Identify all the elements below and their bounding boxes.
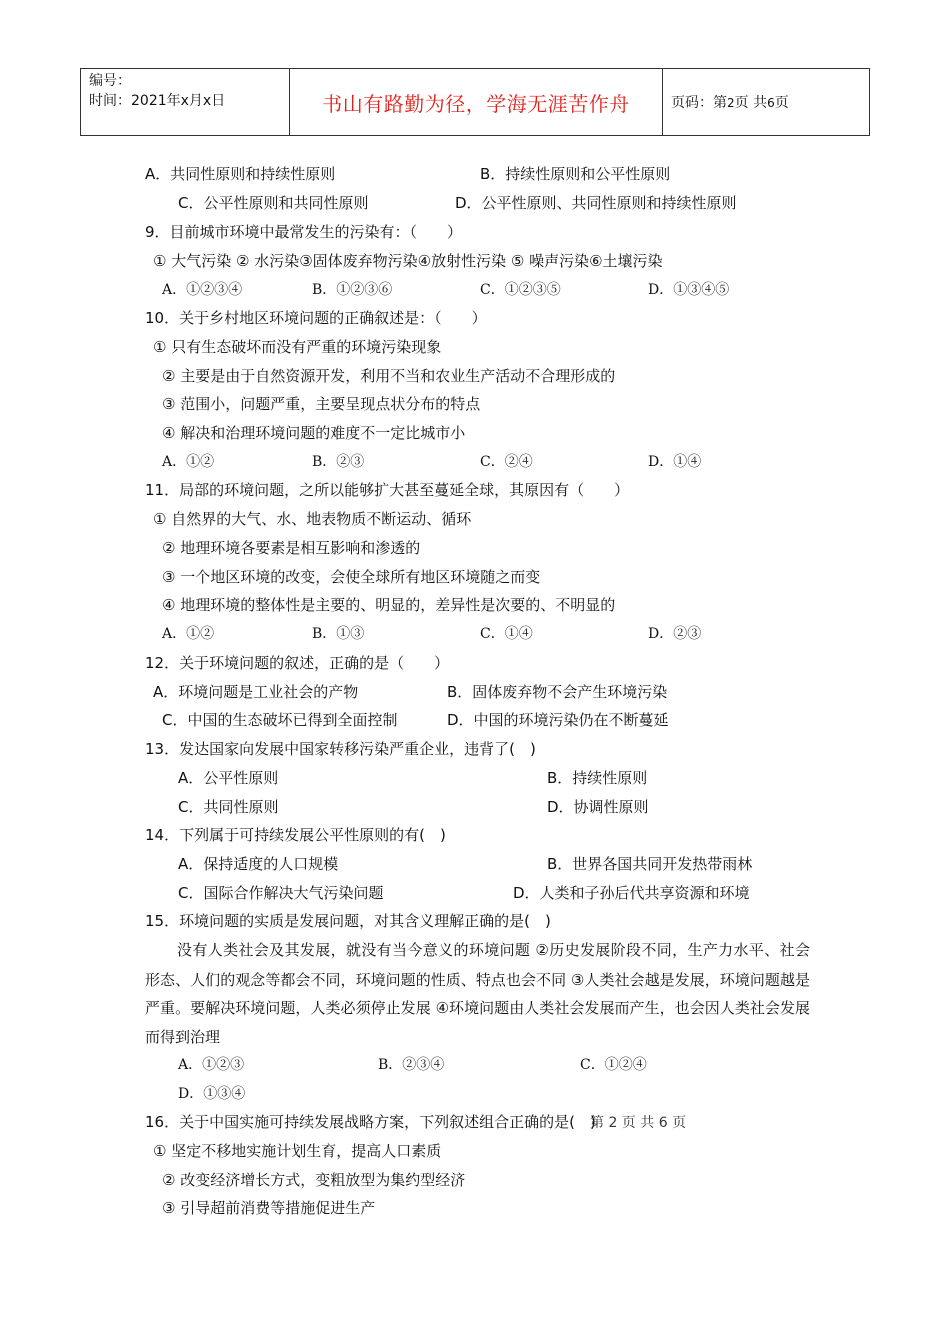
q12-option-c: C．中国的生态破坏已得到全面控制 xyxy=(162,711,398,729)
q14-stem: 14．下列属于可持续发展公平性原则的有( ) xyxy=(145,826,446,844)
page-current: 2 xyxy=(727,96,735,110)
q10-item-2: ② 主要是由于自然资源开发，利用不当和农业生产活动不合理形成的 xyxy=(162,367,616,385)
q13-option-a: A．公平性原则 xyxy=(178,769,279,787)
q9-items: ① 大气污染 ② 水污染③固体废弃物污染④放射性污染 ⑤ 噪声污染⑥土壤污染 xyxy=(153,252,663,270)
page-total: 6 xyxy=(767,96,775,110)
q11-option-a: A．①② xyxy=(162,626,215,642)
q11-item-1: ① 自然界的大气、水、地表物质不断运动、循环 xyxy=(153,510,472,528)
q14-option-d: D．人类和子孙后代共享资源和环境 xyxy=(513,884,750,902)
q11-option-d: D．②③ xyxy=(648,626,702,642)
q11-stem: 11．局部的环境问题，之所以能够扩大甚至蔓延全球，其原因有（ ） xyxy=(145,481,630,499)
q10-option-c: C．②④ xyxy=(480,454,533,470)
q16-item-1: ① 坚定不移地实施计划生育，提高人口素质 xyxy=(153,1142,442,1160)
number-label: 编号： xyxy=(89,73,131,89)
q9-option-d: D．①③④⑤ xyxy=(648,282,730,298)
q13-option-d: D．协调性原则 xyxy=(547,798,649,816)
q15-stem: 15．环境问题的实质是发展问题，对其含义理解正确的是( ) xyxy=(145,912,551,930)
motto-cell xyxy=(290,69,663,136)
q15-paragraph-text: 没有人类社会及其发展，就没有当今意义的环境问题 ②历史发展阶段不同，生产力水平、社会形态、人们的观念等都会不同，环境问题的性质、特点也会不同 ③人类社会越是发展，环境问题越是严重。要解决环境问题，人类必须停止发展 ④环境问题由人类社会发展而产生，也会因人类社会发展而得到治理 xyxy=(145,941,810,1046)
header-table xyxy=(80,68,870,136)
q13-stem: 13．发达国家向发展中国家转移污染严重企业，违背了( ) xyxy=(145,740,536,758)
q12-option-a: A．环境问题是工业社会的产物 xyxy=(153,683,359,701)
q10-item-3: ③ 范围小，问题严重，主要呈现点状分布的特点 xyxy=(162,395,481,413)
q11-item-3: ③ 一个地区环境的改变，会使全球所有地区环境随之而变 xyxy=(162,568,541,586)
q15-option-d: D．①③④ xyxy=(178,1086,246,1102)
q13-option-b: B．持续性原则 xyxy=(547,769,648,787)
q12-stem: 12．关于环境问题的叙述，正确的是（ ） xyxy=(145,654,450,672)
q15-paragraph xyxy=(145,936,810,1051)
q11-item-4: ④ 地理环境的整体性是主要的、明显的，差异性是次要的、不明显的 xyxy=(162,596,616,614)
q10-stem: 10．关于乡村地区环境问题的正确叙述是：（ ） xyxy=(145,309,487,327)
q11-option-b: B．①③ xyxy=(312,626,365,642)
q8-option-b: B．持续性原则和公平性原则 xyxy=(480,165,671,183)
q8-option-d: D．公平性原则、共同性原则和持续性原则 xyxy=(455,194,737,212)
q12-option-b: B．固体废弃物不会产生环境污染 xyxy=(447,683,668,701)
motto-text: 书山有路勤为径，学海无涯苦作舟 xyxy=(322,91,630,116)
q16-item-2: ② 改变经济增长方式，变粗放型为集约型经济 xyxy=(162,1171,466,1189)
q9-option-b: B．①②③⑥ xyxy=(312,282,393,298)
page-prefix: 页码：第 xyxy=(671,95,727,111)
q9-option-a: A．①②③④ xyxy=(162,282,243,298)
q11-item-2: ② 地理环境各要素是相互影响和渗透的 xyxy=(162,539,421,557)
q15-option-c: C．①②④ xyxy=(580,1057,647,1073)
q10-item-4: ④ 解决和治理环境问题的难度不一定比城市小 xyxy=(162,424,466,442)
q15-option-a: A．①②③ xyxy=(178,1057,245,1073)
q10-option-d: D．①④ xyxy=(648,454,702,470)
q8-option-c: C．公平性原则和共同性原则 xyxy=(178,194,369,212)
page-info-cell xyxy=(663,69,870,136)
q10-option-a: A．①② xyxy=(162,454,215,470)
q14-option-a: A．保持适度的人口规模 xyxy=(178,855,339,873)
q9-option-c: C．①②③⑤ xyxy=(480,282,561,298)
q12-option-d: D．中国的环境污染仍在不断蔓延 xyxy=(447,711,669,729)
q16-stem: 16．关于中国实施可持续发展战略方案，下列叙述组合正确的是( ) xyxy=(145,1113,596,1131)
q14-option-b: B．世界各国共同开发热带雨林 xyxy=(547,855,753,873)
q10-option-b: B．②③ xyxy=(312,454,365,470)
q11-option-c: C．①④ xyxy=(480,626,533,642)
q9-stem: 9．目前城市环境中最常发生的污染有：（ ） xyxy=(145,223,463,241)
header-meta-cell xyxy=(81,69,290,136)
q10-item-1: ① 只有生态破坏而没有严重的环境污染现象 xyxy=(153,338,442,356)
q8-option-a: A．共同性原则和持续性原则 xyxy=(145,165,336,183)
page-suffix: 页 xyxy=(774,95,789,111)
page-footer-overlay: 第 2 页 共 6 页 xyxy=(590,1115,687,1131)
time-label: 时间：2021年x月x日 xyxy=(89,93,226,109)
q13-option-c: C．共同性原则 xyxy=(178,798,279,816)
page-mid: 页 共 xyxy=(734,95,768,111)
q14-option-c: C．国际合作解决大气污染问题 xyxy=(178,884,384,902)
q15-option-b: B．②③④ xyxy=(378,1057,445,1073)
q16-item-3: ③ 引导超前消费等措施促进生产 xyxy=(162,1199,376,1217)
